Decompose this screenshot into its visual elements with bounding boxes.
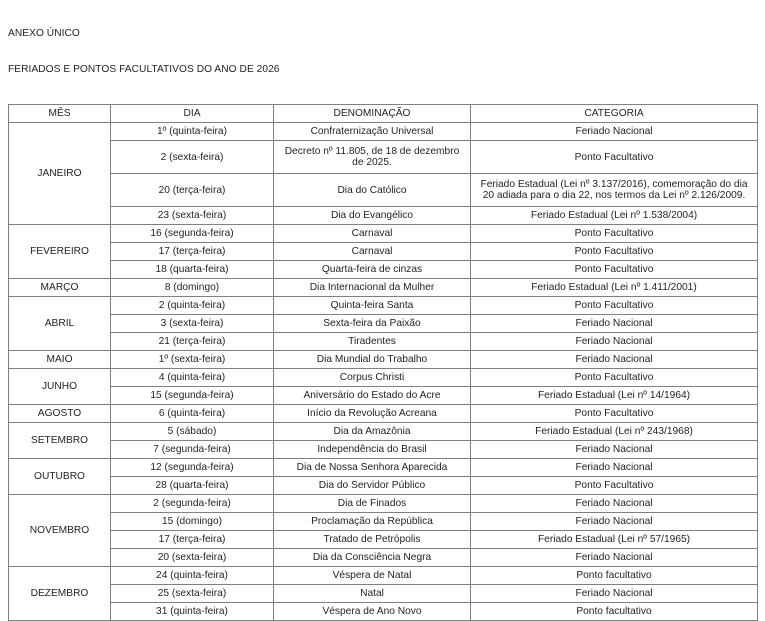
cell-category: Ponto Facultativo: [471, 369, 758, 387]
cell-category: Feriado Nacional: [471, 123, 758, 141]
table-row: [9, 477, 758, 495]
cell-day: 15 (segunda-feira): [111, 387, 274, 405]
cell-category: Ponto Facultativo: [471, 477, 758, 495]
table-row: [9, 531, 758, 549]
cell-denomination: Natal: [274, 585, 471, 603]
cell-day: 5 (sábado): [111, 423, 274, 441]
table-row: [9, 387, 758, 405]
cell-denomination: Dia da Consciência Negra: [274, 549, 471, 567]
cell-category: Feriado Estadual (Lei nº 57/1965): [471, 531, 758, 549]
cell-denomination: Início da Revolução Acreana: [274, 405, 471, 423]
cell-denomination: Véspera de Ano Novo: [274, 603, 471, 621]
cell-month: MAIO: [9, 351, 111, 369]
cell-day: 31 (quinta-feira): [111, 603, 274, 621]
table-row: [9, 513, 758, 531]
cell-denomination: Corpus Christi: [274, 369, 471, 387]
cell-day: 18 (quarta-feira): [111, 261, 274, 279]
cell-month: DEZEMBRO: [9, 567, 111, 621]
cell-denomination: Decreto nº 11.805, de 18 de dezembro de 2025.: [274, 141, 471, 174]
document-title-line-1: ANEXO ÚNICO: [8, 27, 80, 39]
table-row: [9, 585, 758, 603]
cell-category: Feriado Estadual (Lei nº 1.538/2004): [471, 207, 758, 225]
column-header-categoria: CATEGORIA: [471, 105, 758, 123]
cell-denomination: Quarta-feira de cinzas: [274, 261, 471, 279]
cell-denomination: Dia Mundial do Trabalho: [274, 351, 471, 369]
cell-denomination: Dia Internacional da Mulher: [274, 279, 471, 297]
table-row: [9, 495, 758, 513]
cell-category: Feriado Nacional: [471, 513, 758, 531]
column-header-denominacao: DENOMINAÇÃO: [274, 105, 471, 123]
table-row: [9, 369, 758, 387]
cell-denomination: Dia de Nossa Senhora Aparecida: [274, 459, 471, 477]
table-row: [9, 207, 758, 225]
table-row: [9, 174, 758, 207]
cell-day: 3 (sexta-feira): [111, 315, 274, 333]
cell-day: 17 (terça-feira): [111, 243, 274, 261]
cell-category: Feriado Nacional: [471, 495, 758, 513]
cell-category: Feriado Nacional: [471, 585, 758, 603]
table-body: [9, 123, 758, 621]
cell-category: Feriado Estadual (Lei nº 243/1968): [471, 423, 758, 441]
cell-category: Ponto facultativo: [471, 567, 758, 585]
cell-month: JUNHO: [9, 369, 111, 405]
cell-denomination: Aniversário do Estado do Acre: [274, 387, 471, 405]
cell-denomination: Confraternização Universal: [274, 123, 471, 141]
cell-denomination: Proclamação da República: [274, 513, 471, 531]
table-row: [9, 225, 758, 243]
cell-category: Ponto facultativo: [471, 603, 758, 621]
cell-category: Feriado Nacional: [471, 333, 758, 351]
cell-category: Feriado Estadual (Lei nº 1.411/2001): [471, 279, 758, 297]
cell-day: 1º (quinta-feira): [111, 123, 274, 141]
table-row: [9, 549, 758, 567]
cell-denomination: Carnaval: [274, 225, 471, 243]
cell-category: Ponto Facultativo: [471, 261, 758, 279]
cell-day: 23 (sexta-feira): [111, 207, 274, 225]
cell-month: JANEIRO: [9, 123, 111, 225]
table-row: [9, 243, 758, 261]
cell-denomination: Sexta-feira da Paixão: [274, 315, 471, 333]
holidays-table: [8, 104, 758, 621]
column-header-dia: DIA: [111, 105, 274, 123]
cell-category: Ponto Facultativo: [471, 225, 758, 243]
cell-denomination: Dia do Católico: [274, 174, 471, 207]
cell-category: Feriado Estadual (Lei nº 3.137/2016), comemoração do dia 20 adiada para o dia 22, nos termos da Lei nº 2.126/2009.: [471, 174, 758, 207]
cell-month: SETEMBRO: [9, 423, 111, 459]
document-heading: [8, 3, 765, 101]
cell-category: Feriado Estadual (Lei nº 14/1964): [471, 387, 758, 405]
cell-month: AGOSTO: [9, 405, 111, 423]
cell-day: 16 (segunda-feira): [111, 225, 274, 243]
cell-month: FEVEREIRO: [9, 225, 111, 279]
cell-category: Feriado Nacional: [471, 441, 758, 459]
cell-day: 24 (quinta-feira): [111, 567, 274, 585]
cell-denomination: Dia do Evangélico: [274, 207, 471, 225]
cell-month: MARÇO: [9, 279, 111, 297]
cell-day: 2 (segunda-feira): [111, 495, 274, 513]
table-row: [9, 567, 758, 585]
table-row: [9, 141, 758, 174]
cell-denomination: Tiradentes: [274, 333, 471, 351]
table-row: [9, 351, 758, 369]
cell-day: 6 (quinta-feira): [111, 405, 274, 423]
table-row: [9, 603, 758, 621]
cell-month: ABRIL: [9, 297, 111, 351]
table-header-row: [9, 105, 758, 123]
table-row: [9, 123, 758, 141]
table-row: [9, 315, 758, 333]
cell-category: Feriado Nacional: [471, 315, 758, 333]
table-row: [9, 297, 758, 315]
table-row: [9, 441, 758, 459]
cell-day: 17 (terça-feira): [111, 531, 274, 549]
column-header-mes: MÊS: [9, 105, 111, 123]
cell-day: 4 (quinta-feira): [111, 369, 274, 387]
cell-denomination: Quinta-feira Santa: [274, 297, 471, 315]
cell-day: 1º (sexta-feira): [111, 351, 274, 369]
cell-denomination: Dia do Servidor Público: [274, 477, 471, 495]
cell-denomination: Independência do Brasil: [274, 441, 471, 459]
cell-day: 7 (segunda-feira): [111, 441, 274, 459]
cell-day: 8 (domingo): [111, 279, 274, 297]
cell-denomination: Véspera de Natal: [274, 567, 471, 585]
document-title-line-2: FERIADOS E PONTOS FACULTATIVOS DO ANO DE 2026: [8, 64, 280, 76]
table-row: [9, 261, 758, 279]
table-row: [9, 333, 758, 351]
cell-day: 20 (sexta-feira): [111, 549, 274, 567]
table-row: [9, 279, 758, 297]
cell-denomination: Carnaval: [274, 243, 471, 261]
table-row: [9, 459, 758, 477]
cell-month: NOVEMBRO: [9, 495, 111, 567]
cell-category: Ponto Facultativo: [471, 243, 758, 261]
table-row: [9, 405, 758, 423]
cell-day: 28 (quarta-feira): [111, 477, 274, 495]
cell-category: Feriado Nacional: [471, 351, 758, 369]
cell-day: 20 (terça-feira): [111, 174, 274, 207]
cell-day: 25 (sexta-feira): [111, 585, 274, 603]
cell-category: Feriado Nacional: [471, 459, 758, 477]
cell-denomination: Tratado de Petrópolis: [274, 531, 471, 549]
table-row: [9, 423, 758, 441]
cell-day: 12 (segunda-feira): [111, 459, 274, 477]
cell-denomination: Dia de Finados: [274, 495, 471, 513]
cell-category: Ponto Facultativo: [471, 141, 758, 174]
cell-day: 21 (terça-feira): [111, 333, 274, 351]
cell-category: Ponto Facultativo: [471, 297, 758, 315]
cell-day: 2 (quinta-feira): [111, 297, 274, 315]
cell-category: Feriado Nacional: [471, 549, 758, 567]
cell-month: OUTUBRO: [9, 459, 111, 495]
cell-denomination: Dia da Amazônia: [274, 423, 471, 441]
cell-day: 15 (domingo): [111, 513, 274, 531]
cell-category: Ponto Facultativo: [471, 405, 758, 423]
cell-day: 2 (sexta-feira): [111, 141, 274, 174]
table-header: [9, 105, 758, 123]
